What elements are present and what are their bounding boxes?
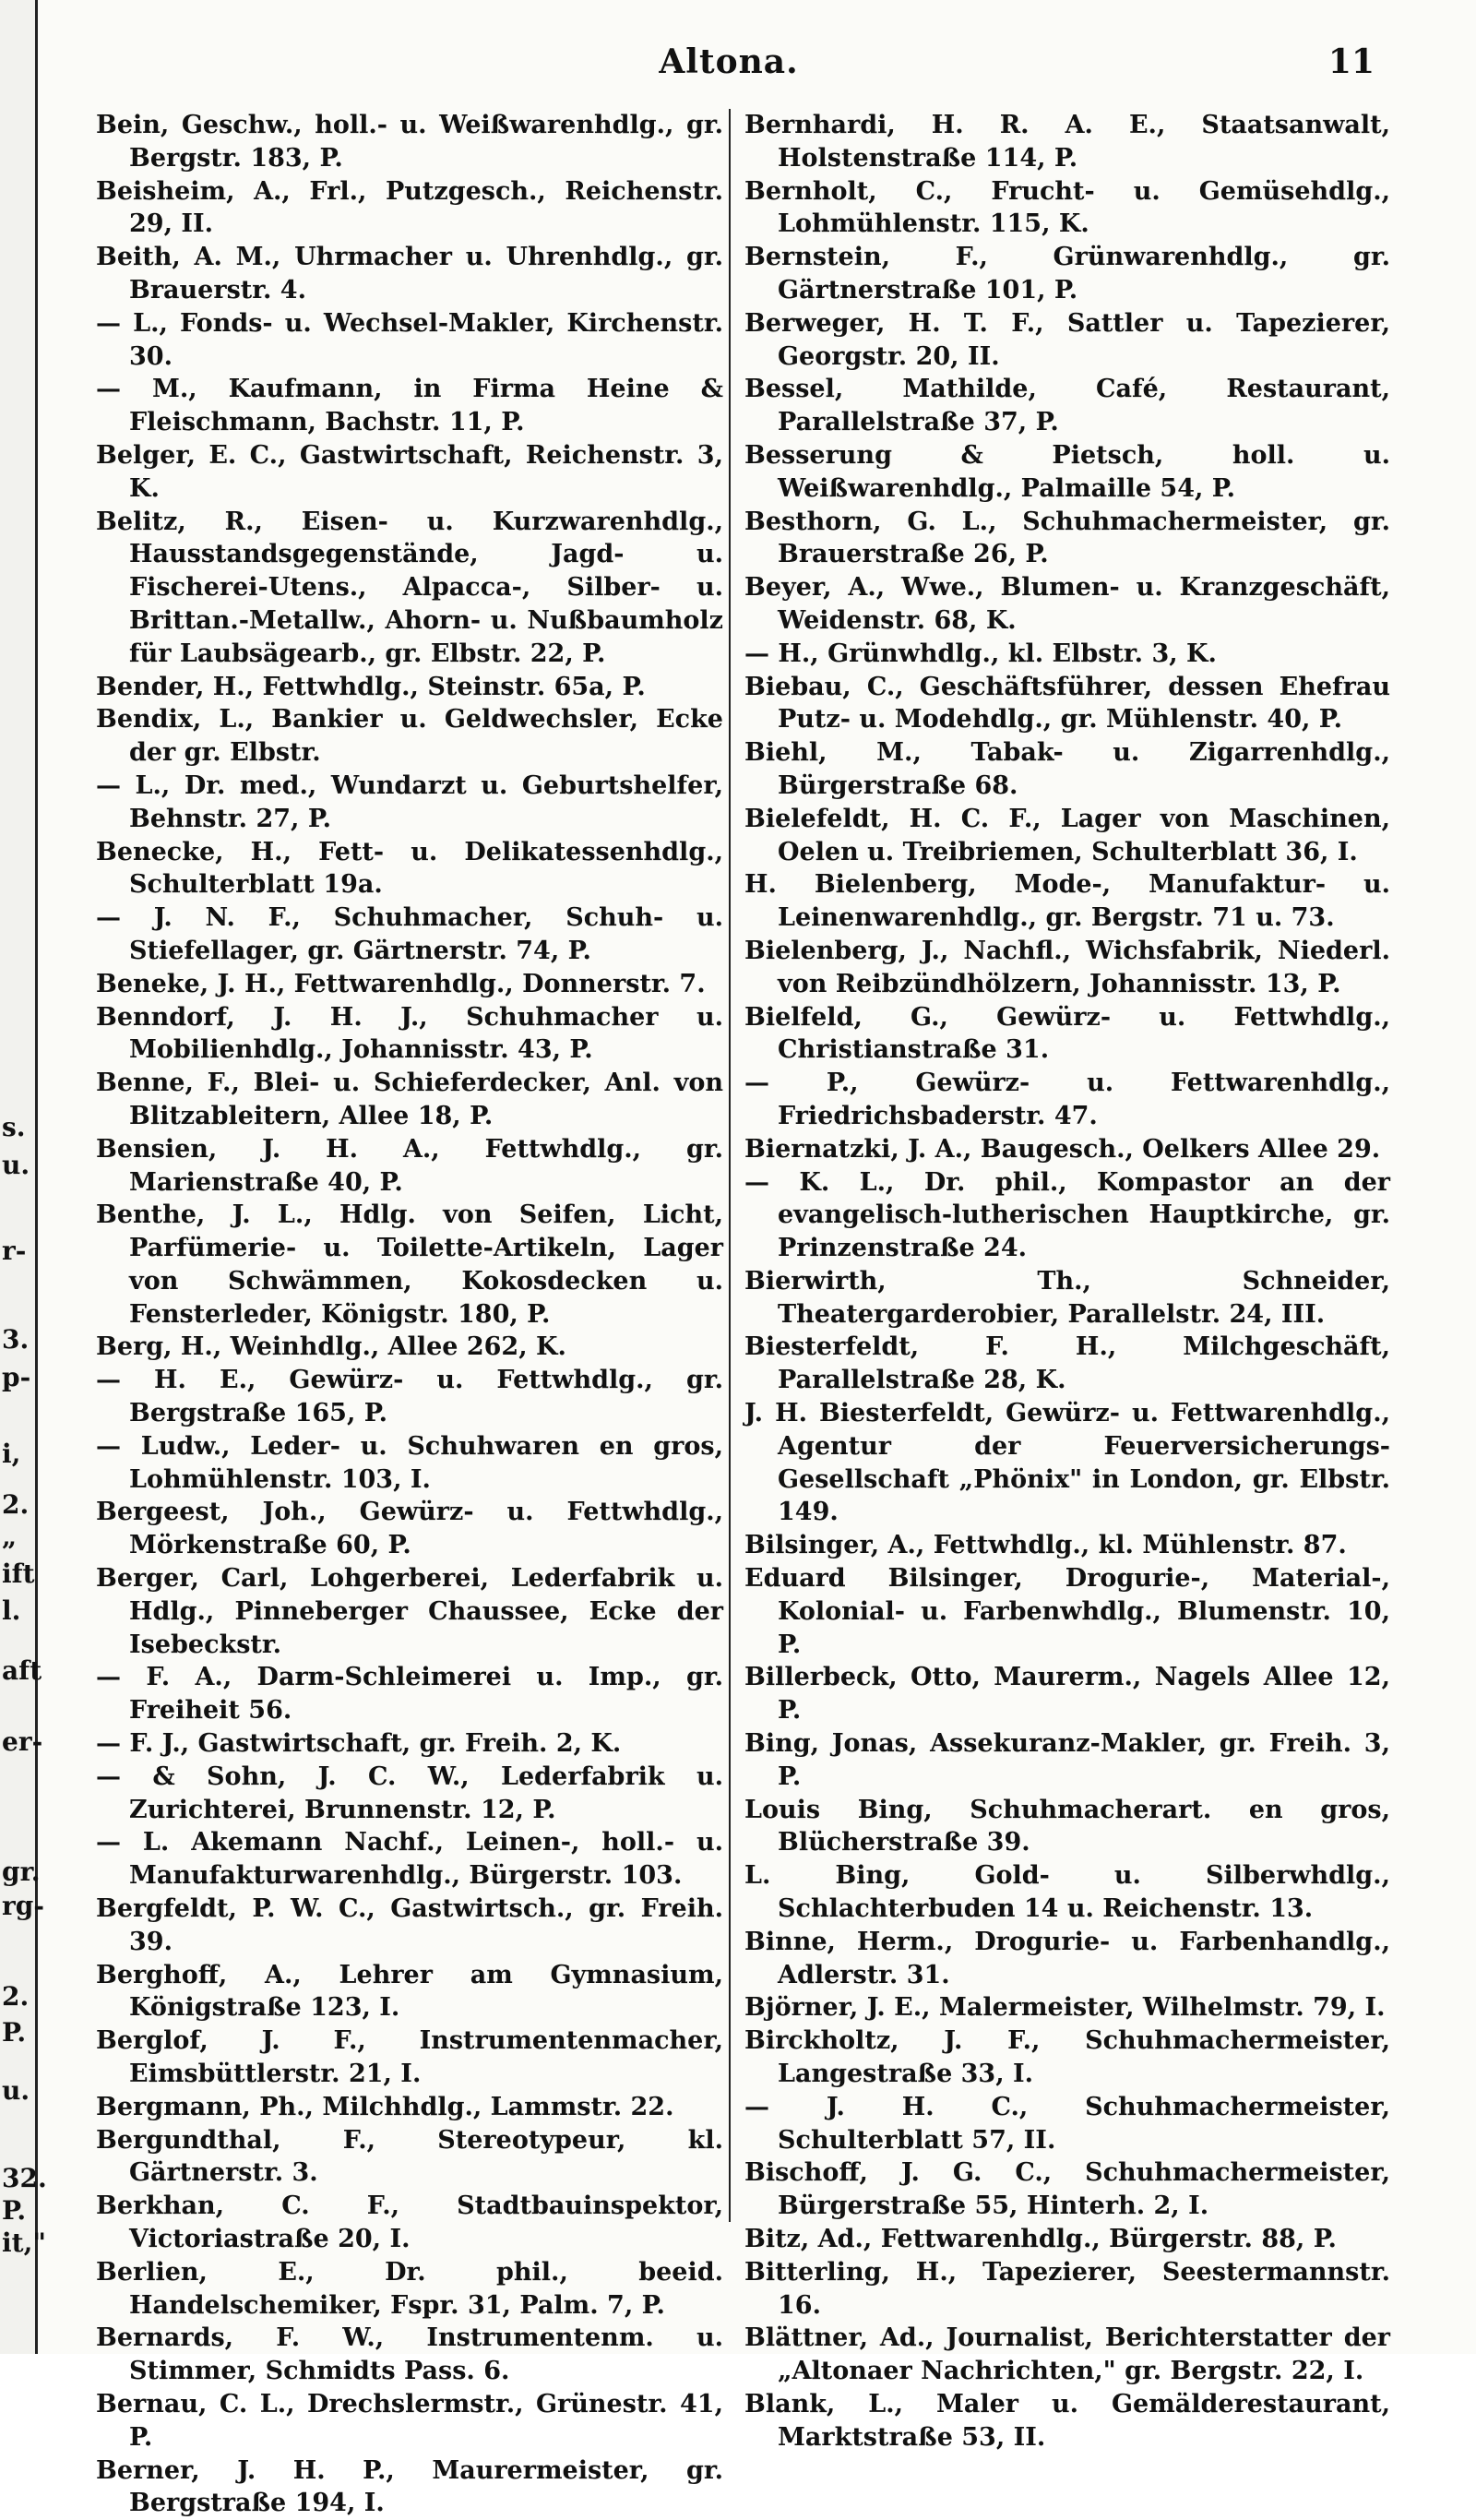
margin-fragment: P. [2,2017,27,2048]
margin-fragment: i, [2,1439,21,1469]
directory-entry: Bernstein, F., Grünwarenhdlg., gr. Gärtnerstraße 101, P. [744,243,1390,305]
left-column [96,109,723,2520]
directory-entry: — & Sohn, J. C. W., Lederfabrik u. Zurichterei, Brunnenstr. 12, P. [96,1762,723,1824]
directory-entry: Benne, F., Blei- u. Schieferdecker, Anl. von Blitzableitern, Allee 18, P. [96,1069,723,1130]
directory-entry: J. H. Biesterfeldt, Gewürz- u. Fettwarenhdlg., Agentur der Feuerversicherungs-Gesellschaft „Phönix" in London, gr. Elbstr. 149. [744,1399,1390,1527]
margin-fragment: rg- [2,1891,44,1921]
directory-entry: Besserung & Pietsch, holl. u. Weißwarenhdlg., Palmaille 54, P. [744,440,1390,503]
directory-entry: Bergmann, Ph., Milchhdlg., Lammstr. 22. [96,2092,674,2121]
margin-fragment: l. [2,1595,21,1626]
directory-entry: Berg, H., Weinhdlg., Allee 262, K. [96,1332,566,1362]
directory-entry: Binne, Herm., Drogurie- u. Farbenhandlg., Adlerstr. 31. [744,1927,1390,1989]
column-divider [729,109,731,2222]
directory-entry: Bergeest, Joh., Gewürz- u. Fettwhdlg., Mörkenstraße 60, P. [96,1498,723,1560]
directory-entry: Bing, Jonas, Assekuranz-Makler, gr. Freih. 3, P. [744,1729,1390,1791]
directory-entry: Berweger, H. T. F., Sattler u. Tapezierer, Georgstr. 20, II. [744,308,1390,371]
directory-entry: Bergundthal, F., Stereotypeur, kl. Gärtnerstr. 3. [96,2125,723,2188]
directory-entry: Benthe, J. L., Hdlg. von Seifen, Licht, Parfümerie- u. Toilette-Artikeln, Lager von Schwämmen, Kokosdecken u. Fensterleder, Königstr. 180, P. [96,1200,723,1329]
directory-entry: Bender, H., Fettwhdlg., Steinstr. 65a, P. [96,672,646,701]
directory-entry: Beneke, J. H., Fettwarenhdlg., Donnerstr. 7. [96,969,706,998]
margin-fragment: p- [2,1362,31,1392]
directory-entry: Eduard Bilsinger, Drogurie-, Material-, Kolonial- u. Farbenwhdlg., Blumenstr. 10, P. [744,1564,1390,1659]
directory-entry: Bierwirth, Th., Schneider, Theatergarderobier, Parallelstr. 24, III. [744,1266,1390,1329]
page-number: 11 [1327,42,1375,81]
right-column [744,109,1390,2454]
directory-entry: Bischoff, J. G. C., Schuhmachermeister, Bürgerstraße 55, Hinterh. 2, I. [744,2158,1390,2221]
running-title: Altona. [659,42,799,81]
directory-entry: Berlien, E., Dr. phil., beeid. Handelschemiker, Fspr. 31, Palm. 7, P. [96,2257,723,2320]
directory-entry: — Ludw., Leder- u. Schuhwaren en gros, Lohmühlenstr. 103, I. [96,1431,723,1494]
directory-entry: Louis Bing, Schuhmacherart. en gros, Blücherstraße 39. [744,1795,1390,1857]
margin-fragment: 2. [2,1489,30,1520]
directory-entry: Beith, A. M., Uhrmacher u. Uhrenhdlg., gr. Brauerstr. 4. [96,243,723,305]
margin-fragment: 3. [2,1324,30,1355]
margin-fragment: 32. [2,2163,47,2193]
directory-entry: Bitterling, H., Tapezierer, Seestermannstr. 16. [744,2257,1390,2320]
directory-entry: Bernhardi, H. R. A. E., Staatsanwalt, Holstenstraße 114, P. [744,111,1390,173]
directory-entry: — L., Fonds- u. Wechsel-Makler, Kirchenstr. 30. [96,308,723,371]
directory-entry: Bessel, Mathilde, Café, Restaurant, Parallelstraße 37, P. [744,375,1390,437]
directory-entry: — H., Grünwhdlg., kl. Elbstr. 3, K. [744,639,1217,668]
directory-entry: — F. J., Gastwirtschaft, gr. Freih. 2, K. [96,1729,622,1759]
directory-entry: Bilsinger, A., Fettwhdlg., kl. Mühlenstr. 87. [744,1531,1347,1560]
directory-entry: L. Bing, Gold- u. Silberwhdlg., Schlachterbuden 14 u. Reichenstr. 13. [744,1861,1390,1924]
directory-entry: Berghoff, A., Lehrer am Gymnasium, Königstraße 123, I. [96,1960,723,2023]
margin-fragment: u. [2,2075,30,2106]
margin-fragment: er- [2,1726,43,1757]
margin-fragment: ift [2,1559,35,1589]
directory-entry: — L., Dr. med., Wundarzt u. Geburtshelfer, Behnstr. 27, P. [96,770,723,833]
directory-entry: Berkhan, C. F., Stadtbauinspektor, Victoriastraße 20, I. [96,2192,723,2253]
directory-entry: Biehl, M., Tabak- u. Zigarrenhdlg., Bürgerstraße 68. [744,738,1390,800]
directory-entry: Bernau, C. L., Drechslermstr., Grünestr. 41, P. [96,2389,723,2452]
directory-entry: — P., Gewürz- u. Fettwarenhdlg., Friedrichsbaderstr. 47. [744,1069,1390,1130]
directory-entry: Berner, J. H. P., Maurermeister, gr. Bergstraße 194, I. [96,2455,723,2518]
directory-entry: Birckholtz, J. F., Schuhmachermeister, Langestraße 33, I. [744,2026,1390,2089]
facing-page-margin [0,0,47,2354]
directory-entry: — H. E., Gewürz- u. Fettwhdlg., gr. Bergstraße 165, P. [96,1366,723,1428]
directory-entry: Berglof, J. F., Instrumentenmacher, Eimsbüttlerstr. 21, I. [96,2026,723,2089]
directory-entry: Benecke, H., Fett- u. Delikatessenhdlg., Schulterblatt 19a. [96,837,723,900]
directory-entry: Bielenberg, J., Nachfl., Wichsfabrik, Niederl. von Reibzündhölzern, Johannisstr. 13, P. [744,936,1390,998]
directory-entry: — K. L., Dr. phil., Kompastor an der evangelisch-lutherischen Hauptkirche, gr. Prinzenstraße 24. [744,1167,1390,1263]
margin-fragment: gr. [2,1857,41,1887]
directory-entry: Bensien, J. H. A., Fettwhdlg., gr. Marienstraße 40, P. [96,1134,723,1197]
directory-entry: Bergfeldt, P. W. C., Gastwirtsch., gr. Freih. 39. [96,1894,723,1956]
page-header [83,42,1375,89]
directory-entry: Biebau, C., Geschäftsführer, dessen Ehefrau Putz- u. Modehdlg., gr. Mühlenstr. 40, P. [744,672,1390,735]
margin-fragment: P. [2,2195,27,2226]
directory-entry: Billerbeck, Otto, Maurerm., Nagels Allee 12, P. [744,1663,1390,1726]
directory-entry: Bein, Geschw., holl.- u. Weißwarenhdlg., gr. Bergstr. 183, P. [96,111,723,173]
directory-entry: H. Bielenberg, Mode-, Manufaktur- u. Leinenwarenhdlg., gr. Bergstr. 71 u. 73. [744,870,1390,933]
directory-entry: Björner, J. E., Malermeister, Wilhelmstr. 79, I. [744,1993,1386,2023]
directory-entry: Benndorf, J. H. J., Schuhmacher u. Mobilienhdlg., Johannisstr. 43, P. [96,1002,723,1065]
directory-entry: Bitz, Ad., Fettwarenhdlg., Bürgerstr. 88, P. [744,2225,1337,2253]
directory-entry: Bernards, F. W., Instrumentenm. u. Stimmer, Schmidts Pass. 6. [96,2323,723,2386]
directory-entry: Belger, E. C., Gastwirtschaft, Reichenstr. 3, K. [96,440,723,503]
margin-fragment: 2. [2,1981,30,2012]
directory-entry: Beisheim, A., Frl., Putzgesch., Reichenstr. 29, II. [96,176,723,239]
margin-fragment: s. [2,1112,26,1142]
directory-entry: — L. Akemann Nachf., Leinen-, holl.- u. Manufakturwarenhdlg., Bürgerstr. 103. [96,1828,723,1891]
directory-entry: — J. N. F., Schuhmacher, Schuh- u. Stiefellager, gr. Gärtnerstr. 74, P. [96,903,723,965]
margin-fragment: it," [2,2227,46,2258]
directory-entry: — F. A., Darm-Schleimerei u. Imp., gr. Freiheit 56. [96,1663,723,1726]
margin-fragment: u. [2,1150,30,1180]
directory-entry: Besthorn, G. L., Schuhmachermeister, gr. Brauerstraße 26, P. [744,507,1390,569]
directory-entry: Biernatzki, J. A., Baugesch., Oelkers Allee 29. [744,1134,1381,1164]
directory-entry: Biesterfeldt, F. H., Milchgeschäft, Parallelstraße 28, K. [744,1332,1390,1395]
directory-entry: Blank, L., Maler u. Gemälderestaurant, Marktstraße 53, II. [744,2389,1390,2452]
directory-entry: Bernholt, C., Frucht- u. Gemüsehdlg., Lohmühlenstr. 115, K. [744,176,1390,239]
directory-entry: Belitz, R., Eisen- u. Kurzwarenhdlg., Hausstandsgegenstände, Jagd- u. Fischerei-Utens., Alpacca-, Silber- u. Brittan.-Metallw., Ahorn- u. Nußbaumholz für Laubsägearb., gr. Elbstr. 22, P. [96,507,723,668]
directory-entry: — J. H. C., Schuhmachermeister, Schulterblatt 57, II. [744,2092,1390,2155]
directory-entry: — M., Kaufmann, in Firma Heine & Fleischmann, Bachstr. 11, P. [96,375,723,437]
directory-entry: Bielfeld, G., Gewürz- u. Fettwhdlg., Christianstraße 31. [744,1002,1390,1065]
margin-fragment: r- [2,1236,27,1266]
directory-entry: Bendix, L., Bankier u. Geldwechsler, Ecke der gr. Elbstr. [96,705,723,768]
directory-entry: Beyer, A., Wwe., Blumen- u. Kranzgeschäft, Weidenstr. 68, K. [744,573,1390,635]
margin-fragment: aft [2,1655,42,1686]
directory-entry: Berger, Carl, Lohgerberei, Lederfabrik u. Hdlg., Pinneberger Chaussee, Ecke der Isebeckstr. [96,1564,723,1659]
margin-fragment: „ [2,1522,18,1552]
directory-entry: Blättner, Ad., Journalist, Berichterstatter der „Altonaer Nachrichten," gr. Bergstr. 22, I. [744,2323,1390,2386]
directory-entry: Bielefeldt, H. C. F., Lager von Maschinen, Oelen u. Treibriemen, Schulterblatt 36, I. [744,804,1390,866]
